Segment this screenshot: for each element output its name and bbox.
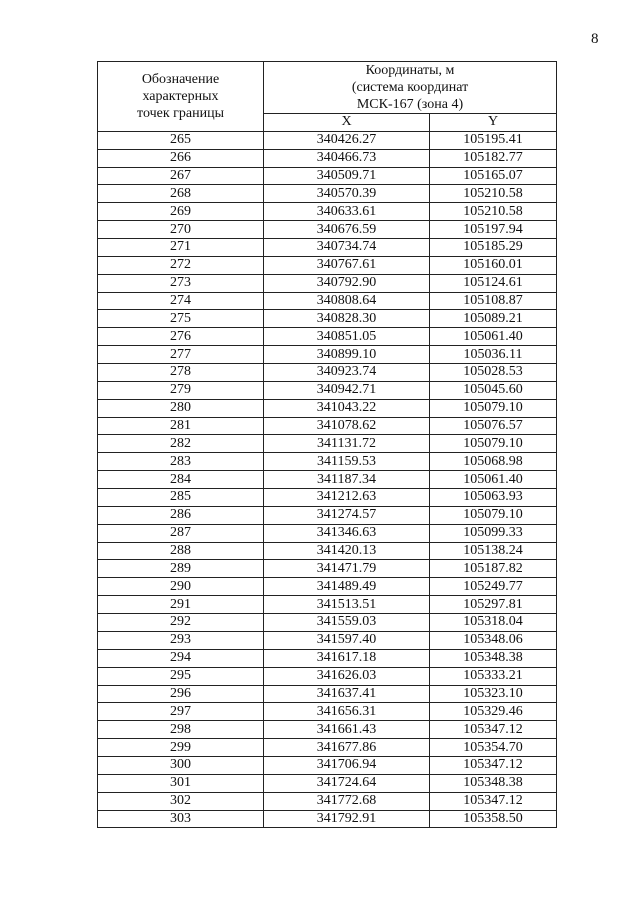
- cell-x: 341159.53: [264, 453, 430, 471]
- cell-y: 105297.81: [430, 596, 557, 614]
- cell-point: 269: [98, 203, 264, 221]
- cell-point: 266: [98, 149, 264, 167]
- cell-y: 105249.77: [430, 578, 557, 596]
- cell-point: 284: [98, 471, 264, 489]
- table-row: [98, 739, 557, 757]
- cell-y: 105124.61: [430, 274, 557, 292]
- cell-point: 302: [98, 792, 264, 810]
- cell-x: 341489.49: [264, 578, 430, 596]
- cell-point: 287: [98, 524, 264, 542]
- table-row: [98, 274, 557, 292]
- cell-x: 341212.63: [264, 489, 430, 507]
- cell-y: 105347.12: [430, 721, 557, 739]
- cell-point: 267: [98, 167, 264, 185]
- cell-x: 341792.91: [264, 810, 430, 828]
- header-col-x: X: [264, 114, 430, 132]
- table-row: [98, 453, 557, 471]
- table-row: [98, 471, 557, 489]
- cell-point: 298: [98, 721, 264, 739]
- cell-y: 105079.10: [430, 506, 557, 524]
- table-row: [98, 328, 557, 346]
- cell-y: 105089.21: [430, 310, 557, 328]
- cell-x: 340466.73: [264, 149, 430, 167]
- table-header: [98, 62, 557, 132]
- cell-y: 105045.60: [430, 381, 557, 399]
- cell-point: 283: [98, 453, 264, 471]
- cell-y: 105354.70: [430, 739, 557, 757]
- cell-y: 105197.94: [430, 221, 557, 239]
- table-row: [98, 346, 557, 364]
- cell-x: 340426.27: [264, 131, 430, 149]
- cell-x: 341617.18: [264, 649, 430, 667]
- header-coords-line: Координаты, м: [365, 63, 455, 78]
- cell-x: 341724.64: [264, 774, 430, 792]
- cell-y: 105185.29: [430, 239, 557, 257]
- table-row: [98, 542, 557, 560]
- table-row: [98, 221, 557, 239]
- cell-y: 105333.21: [430, 667, 557, 685]
- cell-x: 341187.34: [264, 471, 430, 489]
- cell-point: 265: [98, 131, 264, 149]
- cell-x: 341637.41: [264, 685, 430, 703]
- header-col-y: Y: [430, 114, 557, 132]
- cell-y: 105348.38: [430, 649, 557, 667]
- cell-x: 340509.71: [264, 167, 430, 185]
- cell-x: 340923.74: [264, 364, 430, 382]
- cell-x: 341772.68: [264, 792, 430, 810]
- cell-point: 272: [98, 256, 264, 274]
- header-point-line: характерных: [142, 88, 219, 104]
- cell-point: 291: [98, 596, 264, 614]
- cell-point: 271: [98, 239, 264, 257]
- cell-point: 282: [98, 435, 264, 453]
- cell-y: 105108.87: [430, 292, 557, 310]
- cell-y: 105063.93: [430, 489, 557, 507]
- table-row: [98, 364, 557, 382]
- table-row: [98, 614, 557, 632]
- cell-x: 341078.62: [264, 417, 430, 435]
- table-row: [98, 256, 557, 274]
- cell-y: 105182.77: [430, 149, 557, 167]
- cell-y: 105210.58: [430, 203, 557, 221]
- cell-y: 105347.12: [430, 792, 557, 810]
- cell-y: 105099.33: [430, 524, 557, 542]
- cell-point: 276: [98, 328, 264, 346]
- cell-x: 341043.22: [264, 399, 430, 417]
- cell-point: 281: [98, 417, 264, 435]
- cell-x: 340942.71: [264, 381, 430, 399]
- header-coords-line: (система координат: [351, 80, 469, 95]
- cell-point: 288: [98, 542, 264, 560]
- cell-x: 341559.03: [264, 614, 430, 632]
- table-row: [98, 203, 557, 221]
- cell-point: 274: [98, 292, 264, 310]
- table-row: [98, 667, 557, 685]
- cell-x: 340851.05: [264, 328, 430, 346]
- cell-x: 340633.61: [264, 203, 430, 221]
- cell-y: 105318.04: [430, 614, 557, 632]
- cell-point: 293: [98, 631, 264, 649]
- cell-x: 341420.13: [264, 542, 430, 560]
- cell-point: 295: [98, 667, 264, 685]
- header-point-line: Обозначение: [141, 71, 220, 87]
- cell-point: 280: [98, 399, 264, 417]
- cell-y: 105187.82: [430, 560, 557, 578]
- cell-point: 301: [98, 774, 264, 792]
- table-row: [98, 756, 557, 774]
- cell-y: 105329.46: [430, 703, 557, 721]
- page-number: 8: [591, 31, 599, 47]
- table-row: [98, 149, 557, 167]
- cell-x: 341471.79: [264, 560, 430, 578]
- cell-y: 105061.40: [430, 328, 557, 346]
- cell-y: 105061.40: [430, 471, 557, 489]
- table-row: [98, 560, 557, 578]
- cell-point: 299: [98, 739, 264, 757]
- cell-point: 303: [98, 810, 264, 828]
- cell-y: 105028.53: [430, 364, 557, 382]
- cell-y: 105348.38: [430, 774, 557, 792]
- cell-y: 105210.58: [430, 185, 557, 203]
- table-row: [98, 685, 557, 703]
- cell-y: 105068.98: [430, 453, 557, 471]
- cell-x: 341661.43: [264, 721, 430, 739]
- cell-x: 341626.03: [264, 667, 430, 685]
- cell-point: 270: [98, 221, 264, 239]
- table-row: [98, 292, 557, 310]
- header-coordinates: [264, 62, 557, 114]
- cell-x: 340734.74: [264, 239, 430, 257]
- table-row: [98, 596, 557, 614]
- coordinates-table: [97, 61, 557, 828]
- cell-point: 300: [98, 756, 264, 774]
- cell-x: 341677.86: [264, 739, 430, 757]
- cell-y: 105138.24: [430, 542, 557, 560]
- table-row: [98, 631, 557, 649]
- cell-y: 105165.07: [430, 167, 557, 185]
- cell-x: 341274.57: [264, 506, 430, 524]
- cell-y: 105079.10: [430, 399, 557, 417]
- cell-point: 273: [98, 274, 264, 292]
- table-row: [98, 578, 557, 596]
- table-row: [98, 167, 557, 185]
- cell-y: 105358.50: [430, 810, 557, 828]
- table-row: [98, 489, 557, 507]
- cell-point: 292: [98, 614, 264, 632]
- table-row: [98, 239, 557, 257]
- table-row: [98, 131, 557, 149]
- cell-point: 277: [98, 346, 264, 364]
- cell-x: 340792.90: [264, 274, 430, 292]
- cell-point: 285: [98, 489, 264, 507]
- cell-x: 341597.40: [264, 631, 430, 649]
- cell-x: 341131.72: [264, 435, 430, 453]
- cell-x: 340808.64: [264, 292, 430, 310]
- cell-x: 341656.31: [264, 703, 430, 721]
- cell-y: 105036.11: [430, 346, 557, 364]
- cell-y: 105347.12: [430, 756, 557, 774]
- table-body: [98, 131, 557, 828]
- cell-y: 105076.57: [430, 417, 557, 435]
- table-row: [98, 435, 557, 453]
- cell-point: 279: [98, 381, 264, 399]
- header-point-designation: [98, 62, 264, 132]
- cell-x: 340570.39: [264, 185, 430, 203]
- cell-point: 286: [98, 506, 264, 524]
- cell-x: 341706.94: [264, 756, 430, 774]
- header-point-line: точек границы: [137, 105, 224, 121]
- cell-point: 289: [98, 560, 264, 578]
- cell-point: 294: [98, 649, 264, 667]
- cell-y: 105079.10: [430, 435, 557, 453]
- table-row: [98, 792, 557, 810]
- cell-point: 268: [98, 185, 264, 203]
- cell-point: 290: [98, 578, 264, 596]
- table-row: [98, 310, 557, 328]
- cell-x: 340767.61: [264, 256, 430, 274]
- cell-point: 278: [98, 364, 264, 382]
- cell-y: 105323.10: [430, 685, 557, 703]
- cell-y: 105160.01: [430, 256, 557, 274]
- table-row: [98, 774, 557, 792]
- cell-x: 341346.63: [264, 524, 430, 542]
- cell-x: 340828.30: [264, 310, 430, 328]
- cell-y: 105348.06: [430, 631, 557, 649]
- table-row: [98, 649, 557, 667]
- cell-x: 340899.10: [264, 346, 430, 364]
- table-row: [98, 524, 557, 542]
- table-row: [98, 381, 557, 399]
- table-row: [98, 417, 557, 435]
- table-row: [98, 185, 557, 203]
- cell-x: 340676.59: [264, 221, 430, 239]
- cell-point: 275: [98, 310, 264, 328]
- cell-y: 105195.41: [430, 131, 557, 149]
- table-row: [98, 399, 557, 417]
- table-row: [98, 703, 557, 721]
- table-row: [98, 721, 557, 739]
- cell-point: 297: [98, 703, 264, 721]
- cell-point: 296: [98, 685, 264, 703]
- cell-x: 341513.51: [264, 596, 430, 614]
- header-coords-line: МСК-167 (зона 4): [356, 97, 464, 112]
- table-row: [98, 810, 557, 828]
- table-row: [98, 506, 557, 524]
